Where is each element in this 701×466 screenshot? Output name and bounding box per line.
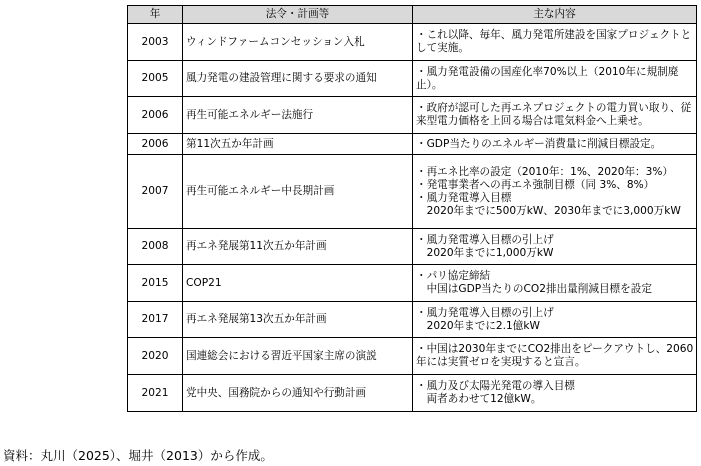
row-year: 2008 (128, 229, 183, 265)
row-content (413, 265, 697, 302)
table-row (128, 24, 697, 61)
row-law: 再生可能エネルギー法施行 (183, 97, 413, 134)
row-law: 国連総会における習近平国家主席の演説 (183, 338, 413, 375)
table-row (128, 265, 697, 302)
row-law: 再エネ発展第11次五か年計画 (183, 229, 413, 265)
row-content (413, 338, 697, 375)
row-content (413, 134, 697, 155)
row-content (413, 61, 697, 97)
table-row (128, 134, 697, 155)
table-row (128, 61, 697, 97)
header-content: 主な内容 (413, 6, 697, 24)
row-content (413, 155, 697, 229)
row-year: 2006 (128, 97, 183, 134)
content-line: ・再エネ比率の設定（2010年：1%、2020年：3%） (416, 165, 674, 178)
row-law: 風力発電の建設管理に関する要求の通知 (183, 61, 413, 97)
content-line: ・GDP当たりのエネルギー消費量に削減目標設定。 (416, 137, 662, 150)
content-line: ・風力発電導入目標の引上げ (416, 306, 554, 319)
content-line: ・政府が認可した再エネプロジェクトの電力買い取り、従 (416, 102, 692, 114)
row-content (413, 97, 697, 134)
policy-table (127, 5, 697, 412)
content-line: 2020年までに500万kW、2030年までに3,000万kW (416, 204, 681, 217)
content-line: ・風力発電導入目標 (416, 191, 512, 204)
content-line: 来型電力価格を上回る場合は電気料金へ上乗せ。 (416, 115, 649, 127)
header-year: 年 (128, 6, 183, 24)
table-row (128, 375, 697, 412)
row-law: 再生可能エネルギー中長期計画 (183, 155, 413, 229)
content-line: ・中国は2030年までにCO2排出をピークアウトし、2060 (416, 343, 694, 355)
table-row (128, 97, 697, 134)
row-content (413, 302, 697, 338)
source-note: 資料：丸川（2025）、堀井（2013）から作成。 (3, 448, 273, 463)
content-line: 両者あわせて12億kW。 (416, 393, 542, 405)
content-line: 2020年までに1,000万kW (416, 246, 554, 259)
row-year: 2017 (128, 302, 183, 338)
row-year: 2005 (128, 61, 183, 97)
content-line: ・発電事業者への再エネ強制目標（同 3%、8%） (416, 178, 655, 191)
table-body (128, 24, 697, 412)
row-law: 第11次五か年計画 (183, 134, 413, 155)
content-line: ・風力発電設備の国産化率70%以上（2010年に規制廃 (416, 65, 679, 78)
table-row (128, 338, 697, 375)
row-year: 2021 (128, 375, 183, 412)
content-line: 年には実質ゼロを実現すると宣言。 (416, 356, 586, 368)
row-content (413, 229, 697, 265)
row-year: 2003 (128, 24, 183, 61)
content-line: 中国はGDP当たりのCO2排出量削減目標を設定 (416, 283, 652, 295)
row-year: 2006 (128, 134, 183, 155)
table-row (128, 302, 697, 338)
table-row (128, 229, 697, 265)
content-line: ・これ以降、毎年、風力発電所建設を国家プロジェクトと (416, 29, 692, 41)
row-year: 2007 (128, 155, 183, 229)
content-line: ・風力及び太陽光発電の導入目標 (416, 380, 575, 392)
table-header-row (128, 6, 697, 24)
content-line: 2020年までに2.1億kW (416, 319, 540, 332)
row-year: 2015 (128, 265, 183, 302)
row-law: COP21 (183, 265, 413, 302)
row-content (413, 375, 697, 412)
table-row (128, 155, 697, 229)
row-law: 党中央、国務院からの通知や行動計画 (183, 375, 413, 412)
row-year: 2020 (128, 338, 183, 375)
content-line: ・パリ協定締結 (416, 270, 491, 282)
row-content (413, 24, 697, 61)
content-line: 止）。 (416, 78, 443, 91)
header-law: 法令・計画等 (183, 6, 413, 24)
content-line: ・風力発電導入目標の引上げ (416, 233, 554, 246)
row-law: ウィンドファームコンセッション入札 (183, 24, 413, 61)
row-law: 再エネ発展第13次五か年計画 (183, 302, 413, 338)
content-line: して実施。 (416, 42, 469, 54)
